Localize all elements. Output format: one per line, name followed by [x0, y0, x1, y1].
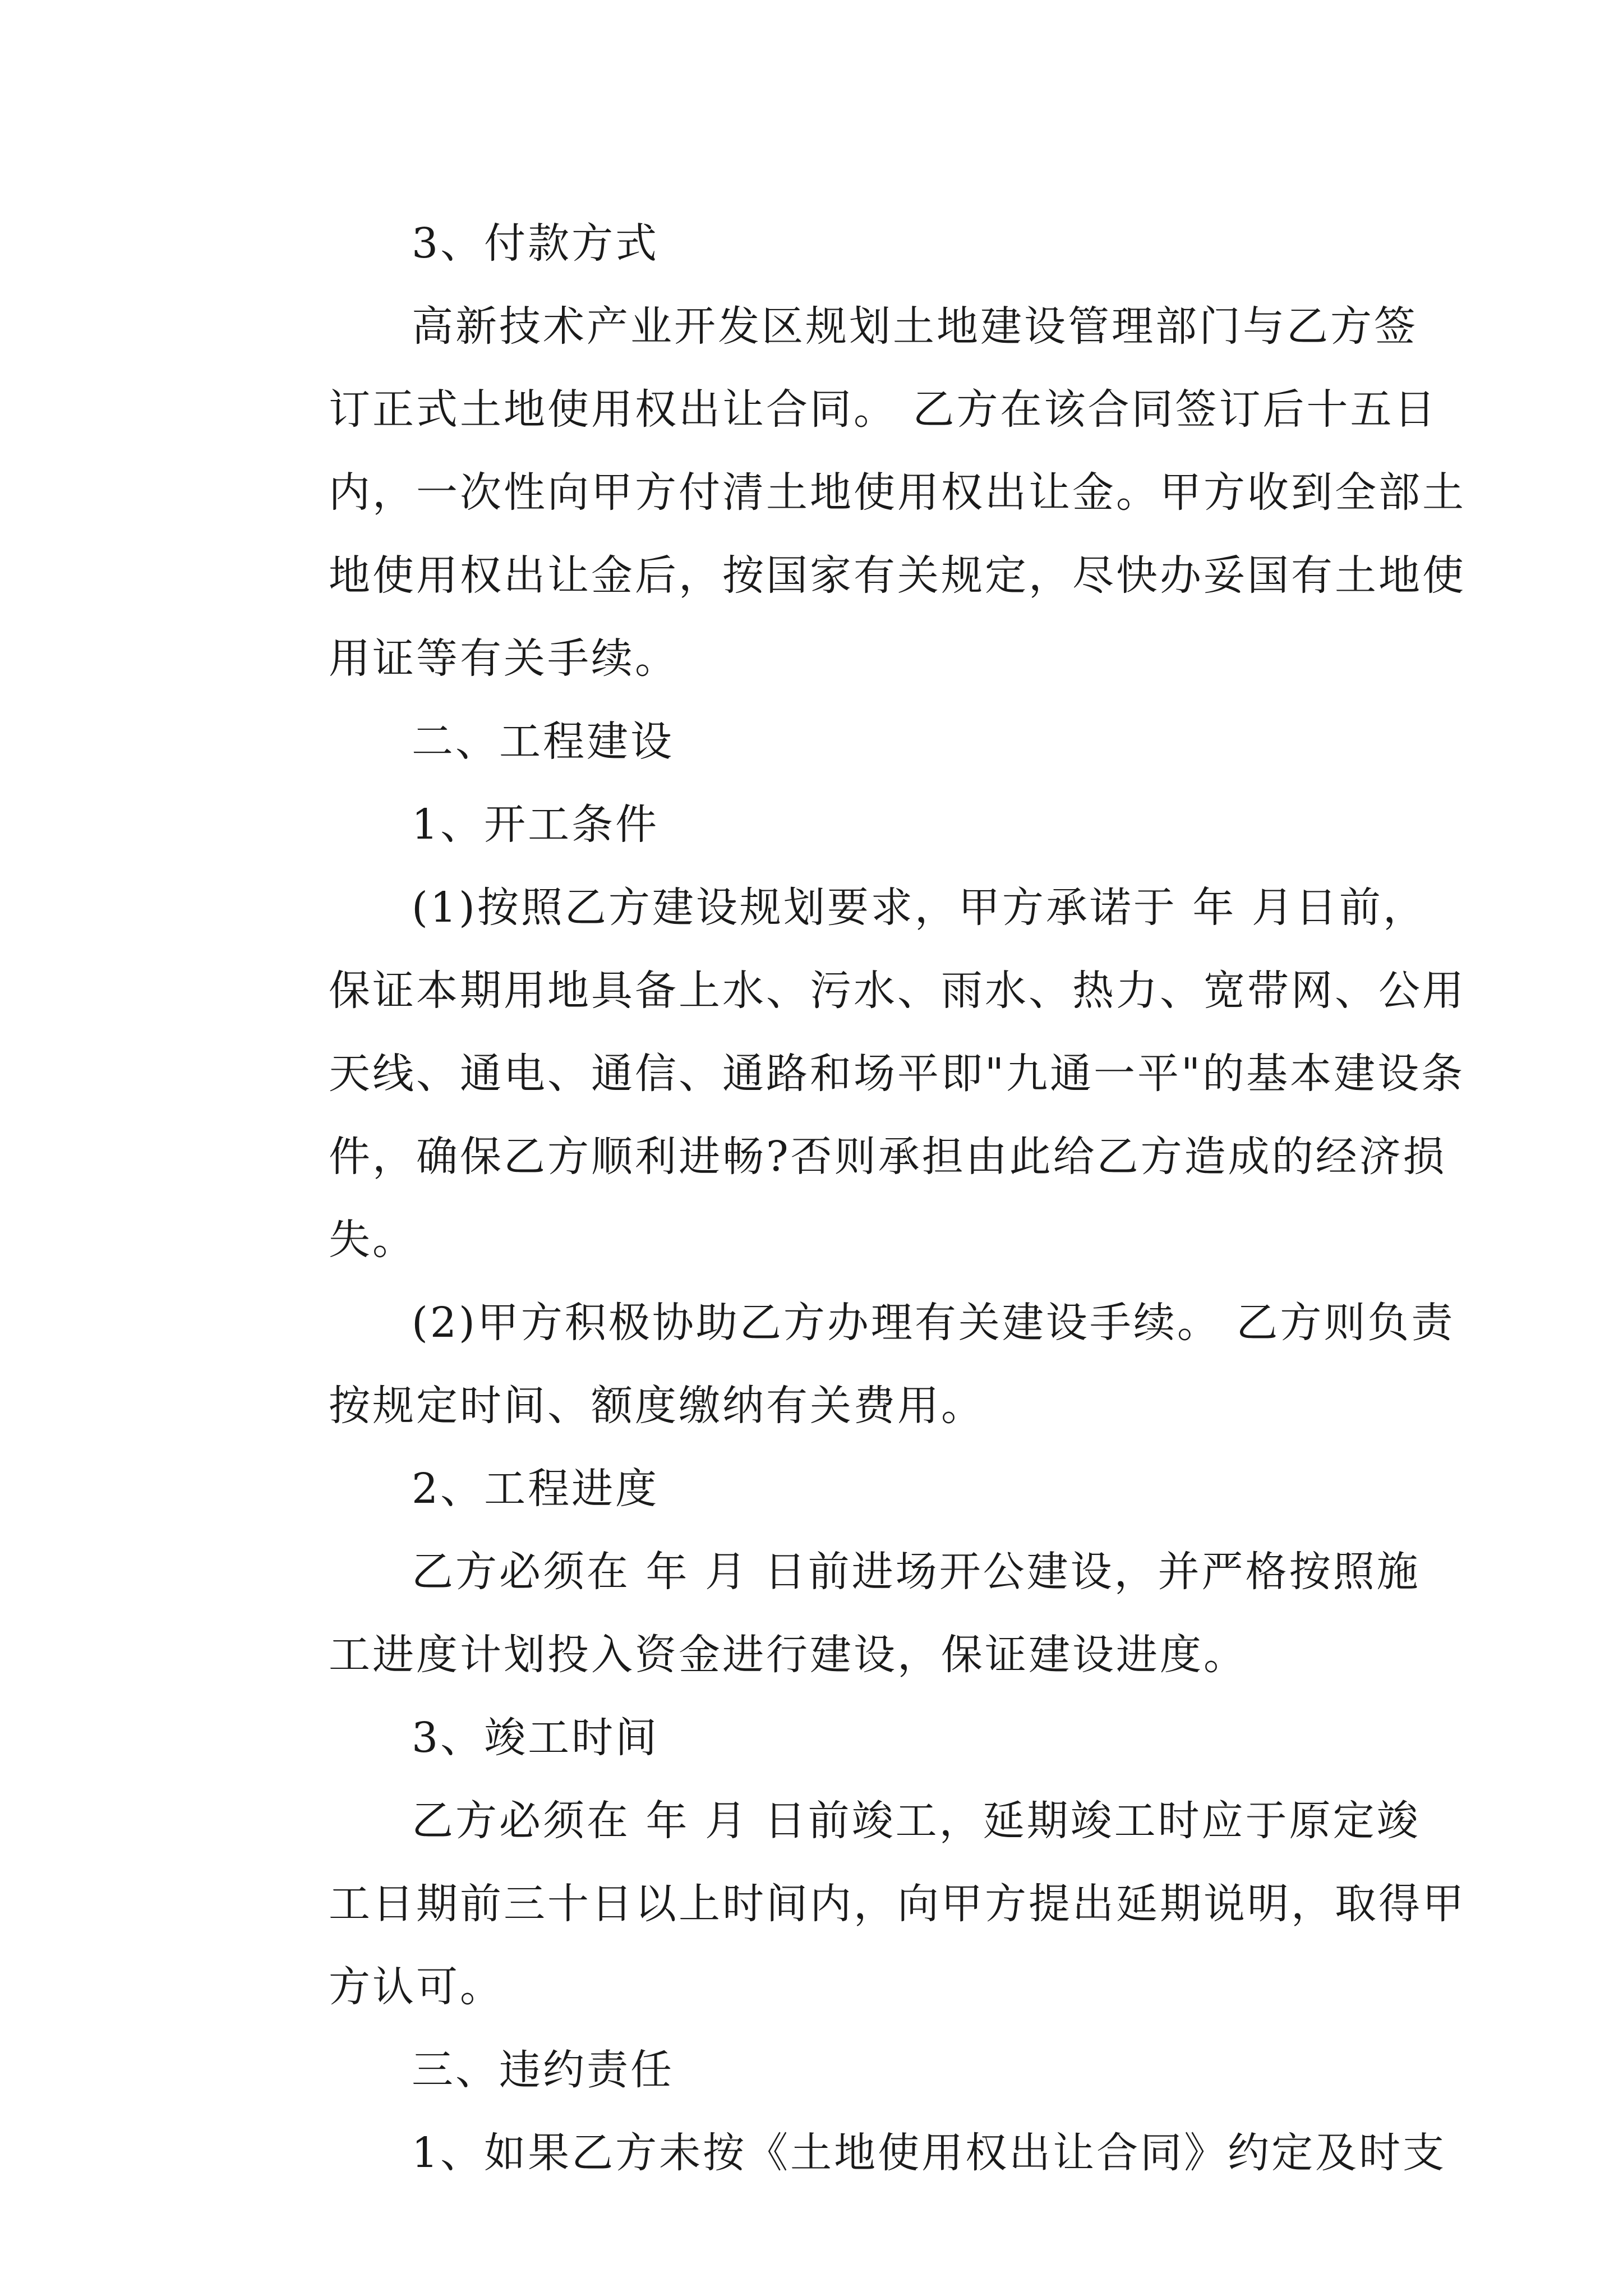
text-line: (1)按照乙方建设规划要求，甲方承诺于 年 月日前，	[412, 884, 1427, 932]
text-line: 用证等有关手续。	[329, 634, 679, 683]
paragraph-condition-2	[246, 1281, 1455, 1447]
text-line: 高新技术产业开发区规划土地建设管理部门与乙方签	[412, 302, 1418, 351]
text-line: 2、工程进度	[412, 1465, 660, 1513]
paragraph-condition-1	[246, 866, 1466, 1281]
text-line: 3、竣工时间	[412, 1714, 660, 1762]
heading-payment-method	[246, 202, 1373, 285]
text-line: 工日期前三十日以上时间内，向甲方提出延期说明，取得甲	[329, 1880, 1466, 1928]
paragraph-completion-terms	[246, 1779, 1466, 2028]
text-line: 乙方必须在 年 月 日前进场开公建设，并严格按照施	[412, 1548, 1421, 1596]
document-body	[246, 202, 1466, 2194]
text-line: (2)甲方积极协助乙方办理有关建设手续。 乙方则负责	[412, 1299, 1455, 1347]
paragraph-progress-terms	[246, 1530, 1421, 1696]
heading-completion-time	[246, 1696, 1373, 1779]
text-line: 乙方必须在 年 月 日前竣工，延期竣工时应于原定竣	[412, 1797, 1421, 1845]
text-line: 天线、通电、通信、通路和场平即"九通一平"的基本建设条	[329, 1050, 1465, 1098]
text-line: 失。	[329, 1216, 416, 1264]
text-line: 1、如果乙方未按《土地使用权出让合同》约定及时支	[412, 2129, 1447, 2177]
text-line: 订正式土地使用权出让合同。 乙方在该合同签订后十五日	[329, 385, 1438, 434]
heading-project-progress	[246, 1447, 1373, 1530]
paragraph-payment-terms	[246, 285, 1466, 700]
text-line: 内，一次性向甲方付清土地使用权出让金。甲方收到全部土	[329, 468, 1466, 517]
heading-breach-liability	[246, 2028, 1373, 2111]
text-line: 地使用权出让金后，按国家有关规定，尽快办妥国有土地使	[329, 551, 1466, 600]
text-line: 二、工程建设	[412, 717, 674, 766]
heading-project-construction	[246, 700, 1373, 783]
paragraph-breach-1	[246, 2111, 1447, 2194]
text-line: 件，确保乙方顺利进畅?否则承担由此给乙方造成的经济损	[329, 1133, 1447, 1181]
text-line: 3、付款方式	[412, 219, 660, 268]
text-line: 工进度计划投入资金进行建设，保证建设进度。	[329, 1631, 1247, 1679]
text-line: 保证本期用地具备上水、污水、雨水、热力、宽带网、公用	[329, 967, 1466, 1015]
text-line: 按规定时间、额度缴纳有关费用。	[329, 1382, 985, 1430]
text-line: 1、开工条件	[412, 800, 660, 849]
text-line: 方认可。	[329, 1963, 504, 2011]
text-line: 三、违约责任	[412, 2046, 674, 2094]
heading-start-conditions	[246, 783, 1373, 866]
